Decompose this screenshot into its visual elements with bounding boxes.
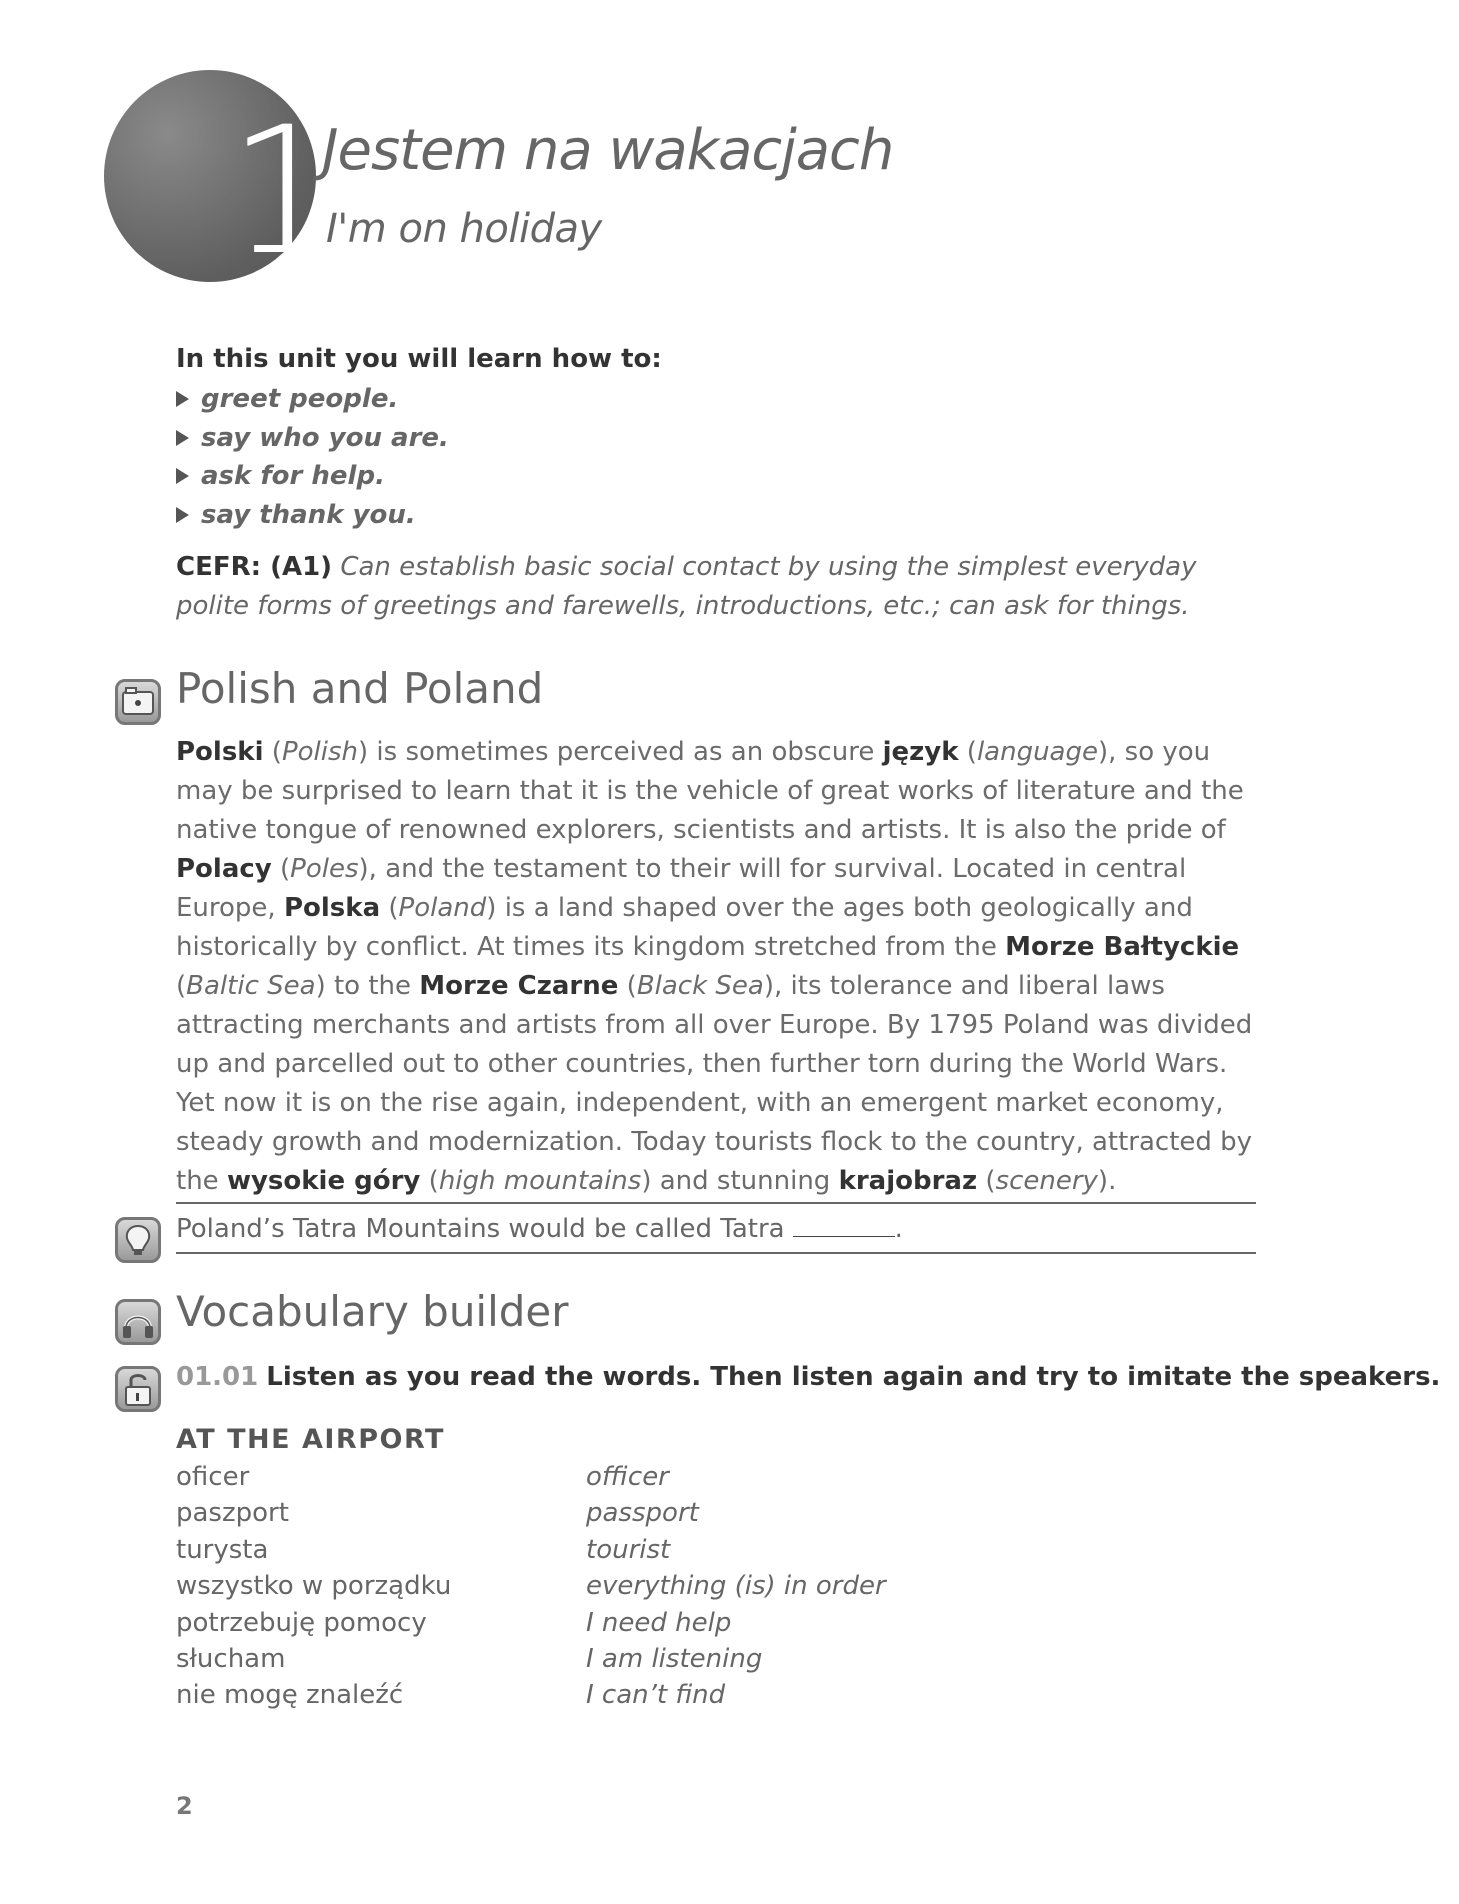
paragraph-text: ( bbox=[176, 971, 187, 1001]
paragraph-text: ( bbox=[380, 893, 399, 923]
bullet-triangle-icon bbox=[176, 430, 189, 446]
objective-item: say thank you. bbox=[176, 500, 416, 530]
camera-icon bbox=[115, 679, 161, 725]
english-gloss: Poland bbox=[398, 893, 487, 923]
paragraph-text: ( bbox=[958, 737, 977, 767]
divider-top bbox=[176, 1202, 1256, 1204]
vocab-english: I can’t find bbox=[586, 1680, 726, 1710]
paragraph-text: ( bbox=[263, 737, 282, 767]
polish-term: Morze Bałtyckie bbox=[1005, 932, 1240, 962]
lightbulb-icon bbox=[115, 1217, 161, 1263]
quiz-blank[interactable] bbox=[793, 1212, 895, 1237]
objectives-heading: In this unit you will learn how to: bbox=[176, 344, 662, 374]
vocab-english: tourist bbox=[586, 1535, 671, 1565]
quiz-sentence: Poland’s Tatra Mountains would be called Tatra . bbox=[176, 1214, 903, 1244]
objective-item: greet people. bbox=[176, 384, 398, 414]
track-number[interactable]: 01.01 bbox=[176, 1362, 259, 1392]
paragraph-text: ( bbox=[420, 1166, 439, 1196]
paragraph-text: ), and the testament to their will for survival. Located in central Europe, bbox=[176, 854, 1187, 923]
bullet-triangle-icon bbox=[176, 468, 189, 484]
paragraph-text: ), so you may be surprised to learn that it is the vehicle of great works of literature and the native tongue of renowned explorers, scientists and artists. It is also the pride of bbox=[176, 737, 1244, 845]
vocab-english: I need help bbox=[586, 1608, 732, 1638]
paragraph-text: ) to the bbox=[315, 971, 420, 1001]
objective-item: say who you are. bbox=[176, 423, 449, 453]
paragraph-text: ) is a land shaped over the ages both geologically and historically by conflict. At times its kingdom stretched from the bbox=[176, 893, 1193, 962]
vocab-english: I am listening bbox=[586, 1644, 763, 1674]
paragraph-text: ) and stunning bbox=[641, 1166, 839, 1196]
english-gloss: scenery bbox=[995, 1166, 1098, 1196]
english-gloss: language bbox=[976, 737, 1098, 767]
unit-number: 1 bbox=[228, 89, 340, 294]
vocab-polish: paszport bbox=[176, 1498, 289, 1528]
english-gloss: high mountains bbox=[438, 1166, 642, 1196]
english-gloss: Baltic Sea bbox=[186, 971, 316, 1001]
english-gloss: Black Sea bbox=[636, 971, 764, 1001]
paragraph-text: ( bbox=[271, 854, 291, 884]
audio-track-instruction bbox=[176, 1362, 1440, 1392]
english-gloss: Polish bbox=[281, 737, 358, 767]
polish-term: język bbox=[882, 737, 959, 767]
vocab-polish: nie mogę znaleźć bbox=[176, 1680, 404, 1710]
bullet-triangle-icon bbox=[176, 391, 189, 407]
cefr-statement bbox=[176, 548, 1236, 626]
paragraph-text: ( bbox=[977, 1166, 996, 1196]
paragraph-text: ), its tolerance and liberal laws attracting merchants and artists from all over Europe. By 1795 Poland was divided up and parcelled out to other countries, then further torn during the World Wars. Yet now it is on the rise again, independent, with an emergent market economy, steady growth and modernization. Today tourists flock to the country, attracted by the bbox=[176, 971, 1253, 1196]
cefr-description: Can establish basic social contact by using the simplest everyday polite forms of greetings and farewells, introductions, etc.; can ask for things. bbox=[176, 552, 1197, 621]
paragraph-text: ( bbox=[618, 971, 637, 1001]
vocab-polish: turysta bbox=[176, 1535, 269, 1565]
vocab-english: everything (is) in order bbox=[586, 1571, 886, 1601]
vocab-group-heading: AT THE AIRPORT bbox=[176, 1424, 445, 1455]
polish-term: Polski bbox=[176, 737, 264, 767]
vocab-english: passport bbox=[586, 1498, 699, 1528]
polish-term: Polska bbox=[283, 893, 381, 923]
padlock-icon bbox=[115, 1366, 161, 1412]
paragraph-text: ). bbox=[1097, 1166, 1117, 1196]
paragraph-text: ) is sometimes perceived as an obscure bbox=[358, 737, 883, 767]
cefr-label: CEFR: (A1) bbox=[176, 552, 333, 582]
vocab-english: officer bbox=[586, 1462, 669, 1492]
objective-item: ask for help. bbox=[176, 461, 385, 491]
culture-paragraph bbox=[176, 733, 1256, 1201]
polish-term: wysokie góry bbox=[226, 1166, 421, 1196]
unit-subtitle: I'm on holiday bbox=[326, 206, 602, 252]
headphones-icon bbox=[115, 1299, 161, 1345]
polish-term: Polacy bbox=[176, 854, 272, 884]
culture-heading: Polish and Poland bbox=[176, 664, 544, 713]
english-gloss: Poles bbox=[290, 854, 359, 884]
vocabulary-heading: Vocabulary builder bbox=[176, 1287, 569, 1336]
vocab-polish: potrzebuję pomocy bbox=[176, 1608, 427, 1638]
polish-term: krajobraz bbox=[838, 1166, 978, 1196]
vocab-polish: oficer bbox=[176, 1462, 250, 1492]
vocab-polish: wszystko w porządku bbox=[176, 1571, 452, 1601]
unit-title: Jestem na wakacjach bbox=[322, 118, 894, 183]
divider-bottom bbox=[176, 1252, 1256, 1254]
track-instruction: Listen as you read the words. Then listen again and try to imitate the speakers. bbox=[266, 1362, 1441, 1392]
vocab-polish: słucham bbox=[176, 1644, 286, 1674]
bullet-triangle-icon bbox=[176, 507, 189, 523]
page-number: 2 bbox=[176, 1792, 193, 1820]
polish-term: Morze Czarne bbox=[419, 971, 619, 1001]
